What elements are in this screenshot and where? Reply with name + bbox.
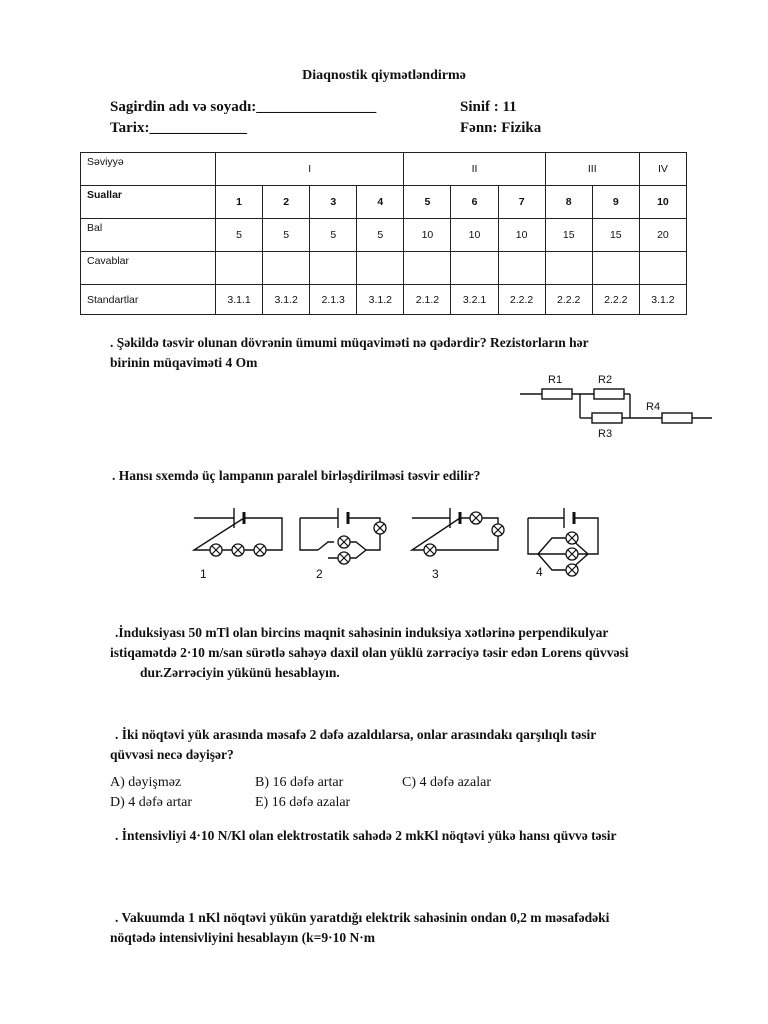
lamp-icon bbox=[232, 544, 244, 556]
score-table bbox=[80, 152, 687, 315]
question-number-cell: 3 bbox=[310, 186, 357, 219]
answer-cell[interactable] bbox=[545, 252, 592, 285]
lamp-icon bbox=[338, 552, 350, 564]
circuit-3 bbox=[412, 508, 498, 550]
circuit-label: 1 bbox=[200, 567, 207, 581]
answers-label: Cavablar bbox=[81, 252, 216, 285]
resistor-label: R4 bbox=[646, 401, 661, 413]
level-cell: II bbox=[404, 153, 545, 186]
question-2: . Hansı sxemdə üç lampanın paralel birləşdirilməsi təsvir edilir? bbox=[112, 468, 481, 483]
standard-cell: 2.2.2 bbox=[545, 285, 592, 315]
standards-label: Standartlar bbox=[81, 285, 216, 315]
option-c[interactable]: C) 4 dəfə azalar bbox=[402, 775, 491, 790]
points-cell: 10 bbox=[404, 219, 451, 252]
points-row bbox=[81, 219, 687, 252]
answer-cell[interactable] bbox=[592, 252, 639, 285]
standard-cell: 3.1.2 bbox=[357, 285, 404, 315]
standard-cell: 3.1.2 bbox=[639, 285, 686, 315]
question-6-line-1: . Vakuumda 1 nKl nöqtəvi yükün yaratdığı elektrik sahəsinin ondan 0,2 m məsafədəki bbox=[115, 910, 610, 925]
standard-cell: 3.1.1 bbox=[216, 285, 263, 315]
points-cell: 10 bbox=[498, 219, 545, 252]
question-number-cell: 2 bbox=[263, 186, 310, 219]
question-number-cell: 10 bbox=[639, 186, 686, 219]
answer-cell[interactable] bbox=[639, 252, 686, 285]
question-4-line-1: . İki nöqtəvi yük arasında məsafə 2 dəfə azaldılarsa, onlar arasındakı qarşılıqlı təsir bbox=[115, 727, 597, 742]
student-name-field: Sagirdin adı və soyadı:________________ bbox=[110, 99, 377, 115]
points-cell: 5 bbox=[310, 219, 357, 252]
question-1-line-1: . Şəkildə təsvir olunan dövrənin ümumi müqaviməti nə qədərdir? Rezistorların hər bbox=[110, 335, 589, 350]
points-cell: 5 bbox=[357, 219, 404, 252]
question-4-line-2: qüvvəsi necə dəyişər? bbox=[110, 747, 234, 762]
circuit-label: 3 bbox=[432, 567, 439, 581]
answer-cell[interactable] bbox=[498, 252, 545, 285]
standard-cell: 2.2.2 bbox=[498, 285, 545, 315]
question-number-cell: 6 bbox=[451, 186, 498, 219]
lamp-icon bbox=[470, 512, 482, 524]
level-cell: I bbox=[216, 153, 404, 186]
page-title: Diaqnostik qiymətləndirmə bbox=[302, 68, 466, 83]
question-5: . İntensivliyi 4·10 N/Kl olan elektrostatik sahədə 2 mkKl nöqtəvi yükə hansı qüvvə təsir bbox=[115, 828, 617, 843]
question-1-line-2: birinin müqaviməti 4 Om bbox=[110, 355, 258, 370]
answer-cell[interactable] bbox=[451, 252, 498, 285]
lamp-circuits-diagram bbox=[186, 498, 602, 584]
points-cell: 5 bbox=[263, 219, 310, 252]
question-number-cell: 1 bbox=[216, 186, 263, 219]
question-number-cell: 8 bbox=[545, 186, 592, 219]
points-cell: 15 bbox=[545, 219, 592, 252]
points-cell: 15 bbox=[592, 219, 639, 252]
resistor-r2 bbox=[594, 389, 624, 399]
circuit-label: 2 bbox=[316, 567, 323, 581]
points-cell: 10 bbox=[451, 219, 498, 252]
standard-cell: 2.1.3 bbox=[310, 285, 357, 315]
lamp-icon bbox=[566, 548, 578, 560]
level-label: Səviyyə bbox=[81, 153, 216, 186]
level-row bbox=[81, 153, 687, 186]
standard-cell: 2.2.2 bbox=[592, 285, 639, 315]
resistor-label: R3 bbox=[598, 428, 613, 440]
level-cell: IV bbox=[639, 153, 686, 186]
standards-row bbox=[81, 285, 687, 315]
lamp-icon bbox=[374, 522, 386, 534]
answer-cell[interactable] bbox=[357, 252, 404, 285]
class-label: Sinif : 11 bbox=[460, 99, 517, 115]
standard-cell: 2.1.2 bbox=[404, 285, 451, 315]
question-number-cell: 9 bbox=[592, 186, 639, 219]
standard-cell: 3.1.2 bbox=[263, 285, 310, 315]
answer-cell[interactable] bbox=[404, 252, 451, 285]
circuit-4 bbox=[528, 508, 598, 570]
lamp-icon bbox=[492, 524, 504, 536]
question-number-cell: 7 bbox=[498, 186, 545, 219]
lamp-icon bbox=[210, 544, 222, 556]
circuit-label: 4 bbox=[536, 565, 543, 579]
option-d[interactable]: D) 4 dəfə artar bbox=[110, 795, 193, 810]
resistor-circuit-diagram bbox=[518, 358, 714, 444]
lamp-icon bbox=[338, 536, 350, 548]
resistor-r1 bbox=[542, 389, 572, 399]
questions-label: Suallar bbox=[81, 186, 216, 219]
resistor-label: R1 bbox=[548, 374, 563, 386]
question-6-line-2: nöqtədə intensivliyini hesablayın (k=9·10 N·m bbox=[110, 930, 375, 945]
question-3-line-3: dur.Zərrəciyin yükünü hesablayın. bbox=[140, 665, 340, 680]
points-cell: 5 bbox=[216, 219, 263, 252]
resistor-label: R2 bbox=[598, 374, 613, 386]
question-3-line-2: istiqamətdə 2·10 m/san sürətlə sahəyə daxil olan yüklü zərrəciyə təsir edən Lorens qüvvəsi bbox=[110, 645, 629, 660]
date-field: Tarix:_____________ bbox=[110, 120, 247, 136]
answer-cell[interactable] bbox=[263, 252, 310, 285]
option-a[interactable]: A) dəyişməz bbox=[110, 775, 182, 790]
circuit-2 bbox=[300, 508, 380, 558]
lamp-icon bbox=[566, 564, 578, 576]
points-cell: 20 bbox=[639, 219, 686, 252]
question-number-cell: 4 bbox=[357, 186, 404, 219]
lamp-icon bbox=[254, 544, 266, 556]
answer-cell[interactable] bbox=[216, 252, 263, 285]
subject-label: Fənn: Fizika bbox=[460, 120, 542, 136]
option-e[interactable]: E) 16 dəfə azalar bbox=[255, 795, 351, 810]
resistor-r3 bbox=[592, 413, 622, 423]
lamp-icon bbox=[424, 544, 436, 556]
answer-cell[interactable] bbox=[310, 252, 357, 285]
level-cell: III bbox=[545, 153, 639, 186]
option-b[interactable]: B) 16 dəfə artar bbox=[255, 775, 344, 790]
questions-row bbox=[81, 186, 687, 219]
answers-row bbox=[81, 252, 687, 285]
question-3-line-1: .İnduksiyası 50 mTl olan bircins maqnit sahəsinin induksiya xətlərinə perpendikulyar bbox=[115, 625, 609, 640]
question-number-cell: 5 bbox=[404, 186, 451, 219]
standard-cell: 3.2.1 bbox=[451, 285, 498, 315]
lamp-icon bbox=[566, 532, 578, 544]
resistor-r4 bbox=[662, 413, 692, 423]
points-label: Bal bbox=[81, 219, 216, 252]
